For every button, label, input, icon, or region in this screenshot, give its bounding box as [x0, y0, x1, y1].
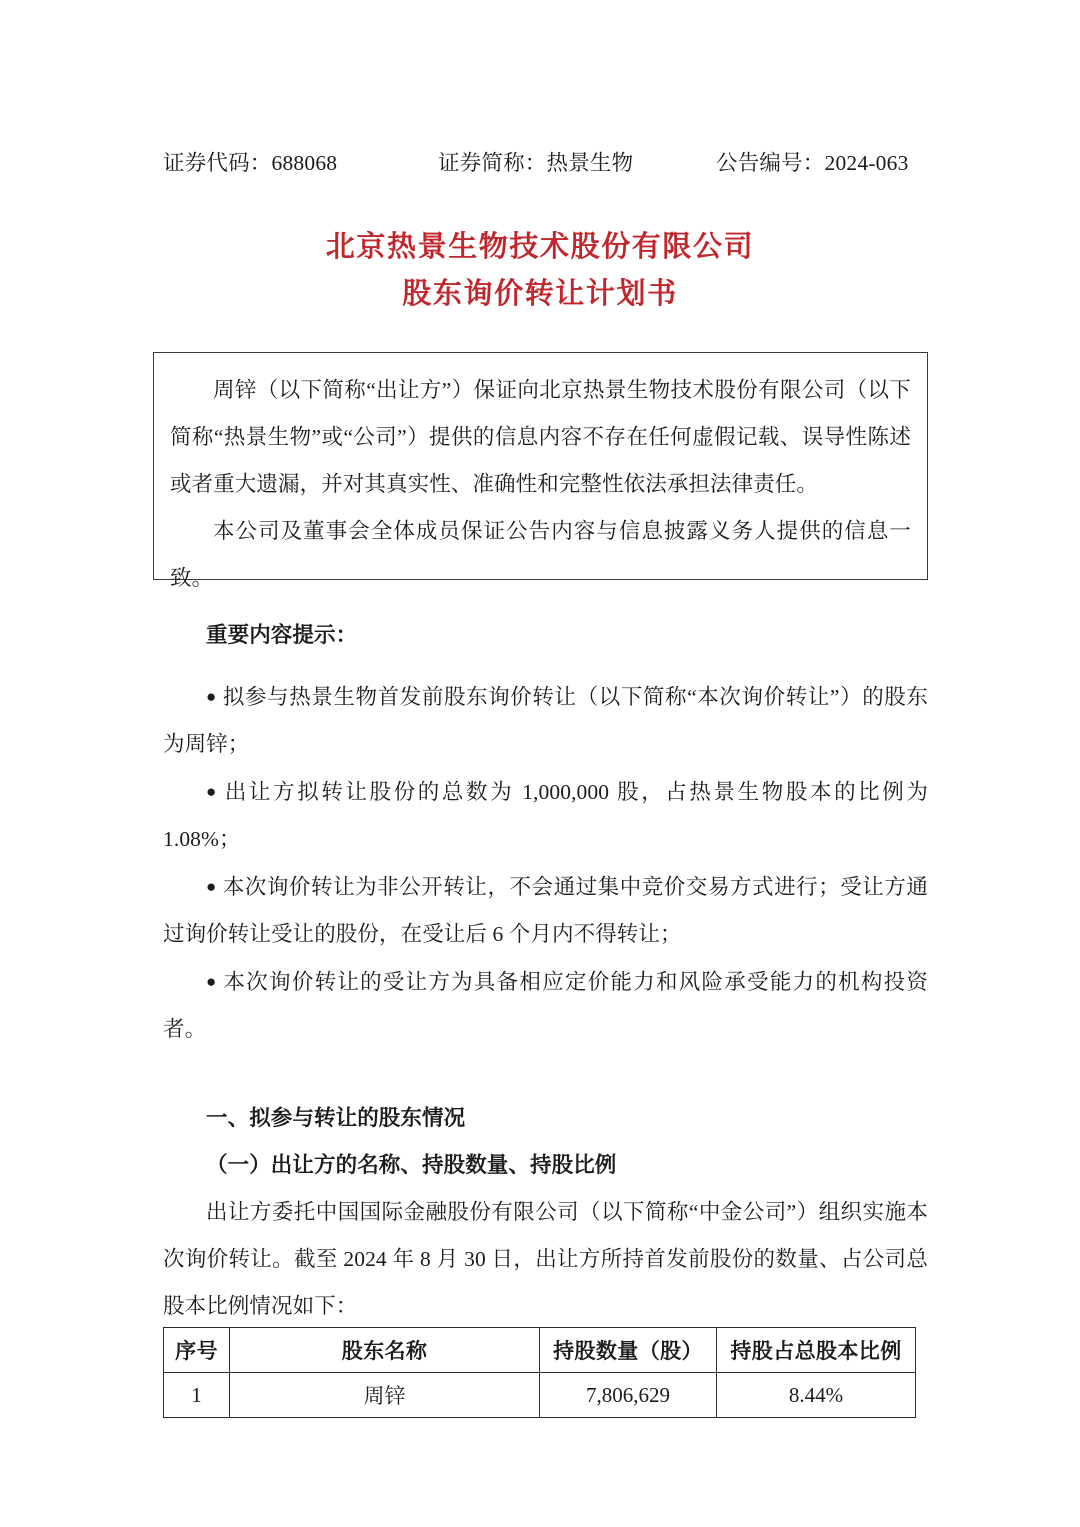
section-one-paragraph: 出让方委托中国国际金融股份有限公司（以下简称“中金公司”）组织实施本次询价转让。截至 2024 年 8 月 30 日，出让方所持首发前股份的数量、占公司总股本比例情况如下： [163, 1200, 928, 1318]
security-code-label: 证券代码： [163, 151, 272, 175]
table-header-quantity: 持股数量（股） [540, 1328, 717, 1373]
page-title [0, 224, 1080, 318]
security-abbr-value: 热景生物 [546, 151, 634, 175]
document-body [163, 612, 928, 1330]
notice-bullet-4 [163, 958, 928, 1053]
statement-paragraph-2: 本公司及董事会全体成员保证公告内容与信息披露义务人提供的信息一致。 [170, 519, 911, 590]
security-abbr-label: 证券简称： [438, 151, 547, 175]
notice-bullet-3 [163, 863, 928, 958]
announcement-no-label: 公告编号： [716, 151, 825, 175]
table-header-name: 股东名称 [230, 1328, 540, 1373]
bullet-dot-icon: ● [206, 972, 218, 991]
section-one-subheading: （一）出让方的名称、持股数量、持股比例 [206, 1153, 617, 1177]
notice-bullet-2 [163, 768, 928, 863]
statement-paragraph-1: 周锌（以下简称“出让方”）保证向北京热景生物技术股份有限公司（以下简称“热景生物”或“公司”）提供的信息内容不存在任何虚假记载、误导性陈述或者重大遗漏，并对其真实性、准确性和完整性依法承担法律责任。 [170, 378, 911, 496]
document-header-meta [163, 146, 923, 177]
cell-percentage: 8.44% [717, 1373, 916, 1418]
notice-bullet-4-text: 本次询价转让的受让方为具备相应定价能力和风险承受能力的机构投资者。 [163, 970, 928, 1041]
page-title-line-1: 北京热景生物技术股份有限公司 [325, 231, 755, 263]
statement-box [153, 352, 928, 590]
shareholder-holding-table [163, 1327, 916, 1418]
important-notice-heading: 重要内容提示： [206, 623, 358, 647]
section-spacer [163, 1053, 928, 1095]
security-code-value: 688068 [271, 151, 338, 175]
notice-bullet-1-text: 拟参与热景生物首发前股东询价转让（以下简称“本次询价转让”）的股东为周锌； [163, 685, 929, 756]
table-header-row [164, 1328, 916, 1373]
bullet-dot-icon: ● [206, 782, 219, 801]
cell-index: 1 [164, 1373, 230, 1418]
security-code [163, 146, 438, 177]
notice-bullet-2-text: 出让方拟转让股份的总数为 1,000,000 股，占热景生物股本的比例为 1.08%； [163, 780, 928, 851]
bullet-dot-icon: ● [206, 687, 217, 706]
cell-quantity: 7,806,629 [540, 1373, 717, 1418]
table-header-index: 序号 [164, 1328, 230, 1373]
table-header-percentage: 持股占总股本比例 [717, 1328, 916, 1373]
table-row [164, 1373, 916, 1418]
cell-name: 周锌 [230, 1373, 540, 1418]
security-abbreviation [438, 146, 716, 177]
page-title-line-2: 股东询价转让计划书 [402, 278, 678, 310]
announcement-no-value: 2024-063 [824, 151, 909, 175]
notice-bullet-1 [163, 673, 928, 768]
notice-bullet-3-text: 本次询价转让为非公开转让，不会通过集中竞价交易方式进行；受让方通过询价转让受让的股份，在受让后 6 个月内不得转让； [163, 875, 929, 946]
announcement-number [716, 146, 909, 177]
bullet-dot-icon: ● [206, 877, 217, 896]
section-one-heading: 一、拟参与转让的股东情况 [206, 1106, 466, 1130]
